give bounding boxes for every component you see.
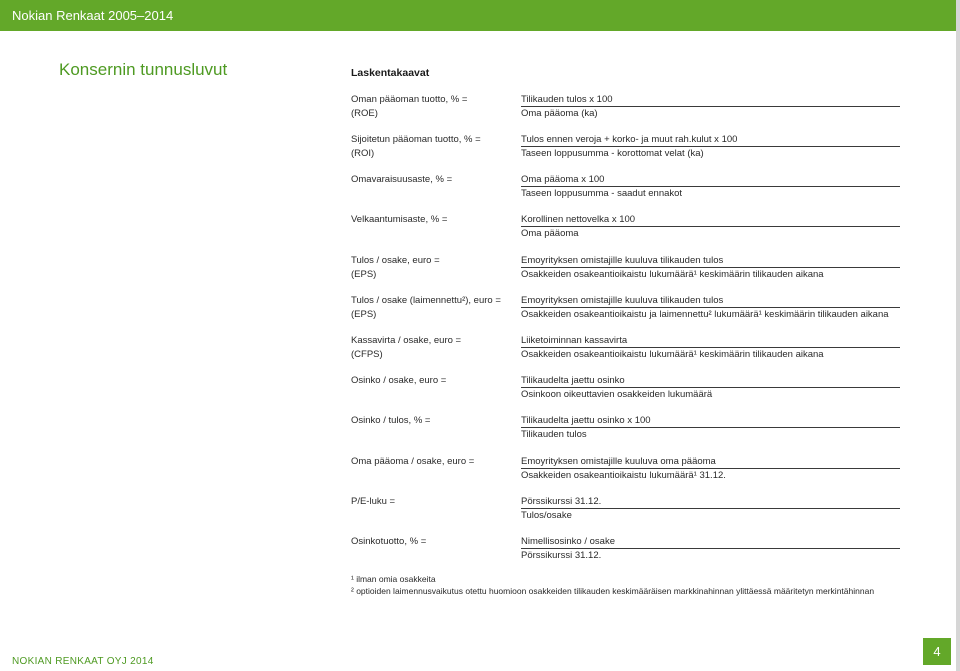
formula-numerator: Tilikauden tulos x 100 bbox=[521, 94, 613, 105]
formula-denominator: Pörssikurssi 31.12. bbox=[521, 549, 602, 561]
formula-abbreviation: (ROE) bbox=[351, 107, 378, 119]
formula-denominator: Osakkeiden osakeantioikaistu lukumäärä¹ keskimäärin tilikauden aikana bbox=[521, 348, 824, 360]
formula-numerator: Emoyrityksen omistajille kuuluva tilikauden tulos bbox=[521, 255, 724, 266]
formula-denominator: Tulos/osake bbox=[521, 509, 572, 521]
formula-label: Osinko / osake, euro = bbox=[351, 375, 447, 386]
formula-numerator: Emoyrityksen omistajille kuuluva tilikauden tulos bbox=[521, 295, 724, 306]
formula-denominator: Taseen loppusumma - saadut ennakot bbox=[521, 187, 683, 199]
formula-label: Velkaantumisaste, % = bbox=[351, 214, 448, 225]
formula-abbreviation: (CFPS) bbox=[351, 348, 383, 360]
page-edge bbox=[956, 0, 960, 671]
page-title: Konsernin tunnusluvut bbox=[59, 60, 228, 79]
formula-numerator: Nimellisosinko / osake bbox=[521, 536, 615, 547]
formula-numerator: Pörssikurssi 31.12. bbox=[521, 496, 602, 507]
formula-numerator: Liiketoiminnan kassavirta bbox=[521, 335, 628, 346]
formula-denominator: Osakkeiden osakeantioikaistu ja laimennettu² lukumäärä¹ keskimäärin tilikauden aikana bbox=[521, 308, 889, 320]
formula-numerator: Korollinen nettovelka x 100 bbox=[521, 214, 636, 225]
formula-label: Tulos / osake (laimennettu²), euro = bbox=[351, 295, 501, 306]
report-title: Nokian Renkaat 2005–2014 bbox=[12, 8, 174, 23]
formula-numerator: Tilikaudelta jaettu osinko bbox=[521, 375, 625, 386]
formula-label: Osinkotuotto, % = bbox=[351, 536, 427, 547]
formula-abbreviation: (ROI) bbox=[351, 147, 375, 159]
formula-label: Oma pääoma / osake, euro = bbox=[351, 456, 475, 467]
section-title: Laskentakaavat bbox=[351, 67, 430, 79]
formula-denominator: Osakkeiden osakeantioikaistu lukumäärä¹ 31.12. bbox=[521, 469, 726, 481]
footer-company: NOKIAN RENKAAT OYJ 2014 bbox=[12, 656, 154, 667]
formula-denominator: Taseen loppusumma - korottomat velat (ka) bbox=[521, 147, 704, 159]
formula-label: Osinko / tulos, % = bbox=[351, 415, 431, 426]
page-number: 4 bbox=[923, 638, 951, 665]
formula-denominator: Osakkeiden osakeantioikaistu lukumäärä¹ keskimäärin tilikauden aikana bbox=[521, 268, 824, 280]
formula-label: Kassavirta / osake, euro = bbox=[351, 335, 462, 346]
fraction-line bbox=[521, 508, 900, 509]
formula-numerator: Oma pääoma x 100 bbox=[521, 174, 605, 185]
formula-label: Sijoitetun pääoman tuotto, % = bbox=[351, 134, 481, 145]
formula-label: P/E-luku = bbox=[351, 496, 396, 507]
formula-numerator: Tulos ennen veroja + korko- ja muut rah.kulut x 100 bbox=[521, 134, 738, 145]
formula-label: Oman pääoman tuotto, % = bbox=[351, 94, 468, 105]
formula-numerator: Emoyrityksen omistajille kuuluva oma pääoma bbox=[521, 456, 716, 467]
formula-abbreviation: (EPS) bbox=[351, 268, 377, 280]
footnote-1: ¹ ilman omia osakkeita bbox=[351, 574, 436, 584]
formula-denominator: Tilikauden tulos bbox=[521, 428, 587, 440]
footnote-2: ² optioiden laimennusvaikutus otettu huomioon osakkeiden tilikauden keskimääräisen markkinahinnan ylittäessä määritetyn merkintähinnan bbox=[351, 586, 875, 596]
header-bar bbox=[0, 0, 956, 31]
formula-label: Omavaraisuusaste, % = bbox=[351, 174, 453, 185]
formula-denominator: Osinkoon oikeuttavien osakkeiden lukumäärä bbox=[521, 388, 713, 400]
formula-denominator: Oma pääoma bbox=[521, 227, 579, 239]
formula-abbreviation: (EPS) bbox=[351, 308, 377, 320]
formula-numerator: Tilikaudelta jaettu osinko x 100 bbox=[521, 415, 651, 426]
formula-label: Tulos / osake, euro = bbox=[351, 255, 440, 266]
formula-denominator: Oma pääoma (ka) bbox=[521, 107, 598, 119]
